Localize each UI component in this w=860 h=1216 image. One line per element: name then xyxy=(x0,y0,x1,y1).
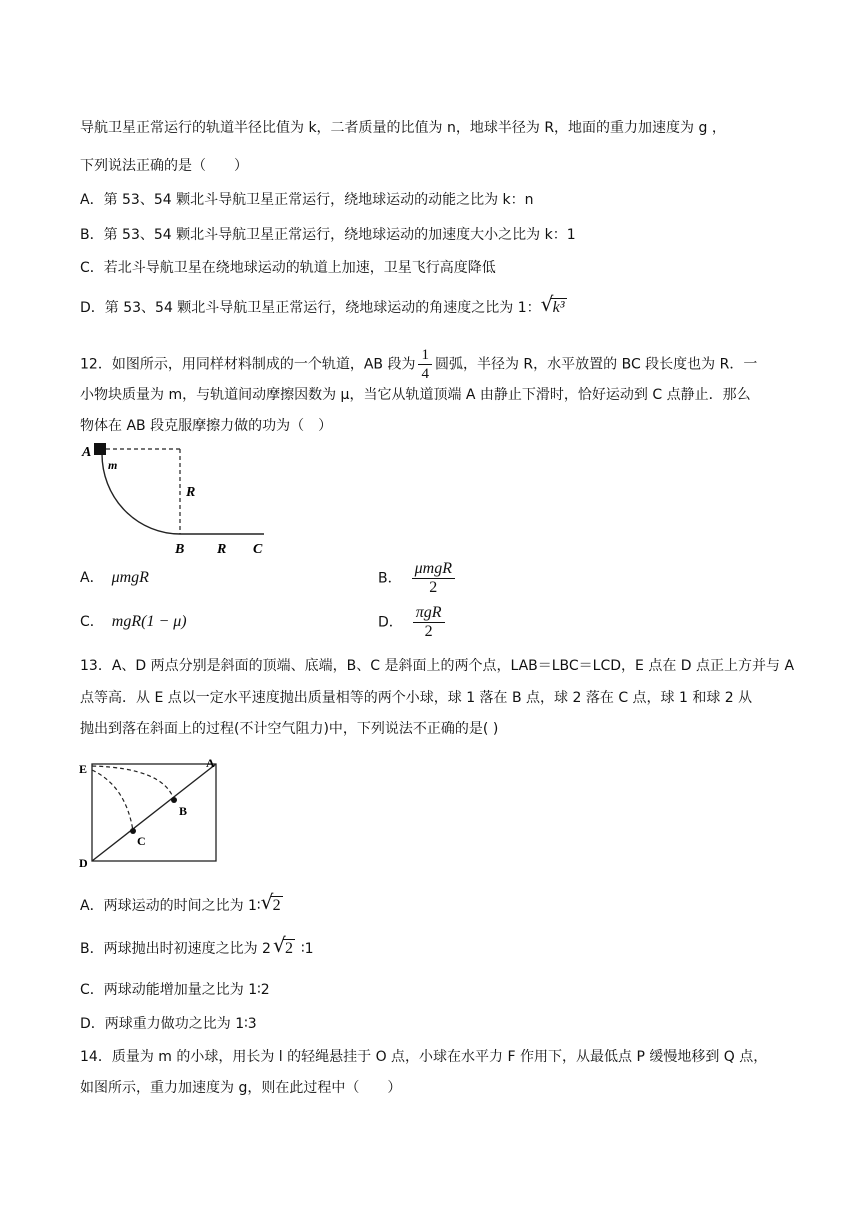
q12-stem-line2: 小物块质量为 m，与轨道间动摩擦因数为 μ，当它从轨道顶端 A 由静止下滑时，恰好运动到 C 点静止．那么 xyxy=(80,387,751,403)
q11-option-a: A．第 53、54 颗北斗导航卫星正常运行，绕地球运动的动能之比为 k：n xyxy=(80,192,534,208)
label-D: D xyxy=(79,856,88,870)
q11-option-c: C．若北斗导航卫星在绕地球运动的轨道上加速，卫星飞行高度降低 xyxy=(80,260,496,276)
q11-option-d xyxy=(80,292,567,318)
q12-option-b-fraction: $\frac{\text{μmgR}}{2}$ xyxy=(412,560,455,597)
q12-option-c: C． mgR(1 − μ) xyxy=(80,613,187,630)
label-R-vertical: R xyxy=(186,485,196,500)
q11-stem-line2: 下列说法正确的是（ ） xyxy=(80,158,248,174)
q13-option-c: C．两球动能增加量之比为 1∶2 xyxy=(80,982,270,998)
sqrt-2: √ 2 xyxy=(260,890,281,914)
q12-track-figure xyxy=(78,440,278,560)
q12-stem-part1: 12．如图所示，用同样材料制成的一个轨道，AB 段为 xyxy=(80,356,416,373)
q12-stem-part2: 圆弧，半径为 R，水平放置的 BC 段长度也为 R．一 xyxy=(434,356,758,373)
q14-stem-line1: 14．质量为 m 的小球，用长为 l 的轻绳悬挂于 O 点，小球在水平力 F 作用下，从最低点 P 缓慢地移到 Q 点， xyxy=(80,1049,768,1065)
q13-option-a: A．两球运动的时间之比为 1∶ √ 2 xyxy=(80,890,281,914)
q12-option-d: D． $\frac{\text{πgR}}{2}$ xyxy=(378,604,448,644)
q13-option-b: B．两球抛出时初速度之比为 2 √ 2 ∶1 xyxy=(80,933,314,957)
q13-stem-line3: 抛出到落在斜面上的过程(不计空气阻力)中，下列说法不正确的是( ) xyxy=(80,721,499,737)
q12-stem-line3: 物体在 AB 段克服摩擦力做的功为（ ） xyxy=(80,418,333,434)
q13-incline-figure xyxy=(78,756,228,871)
label-B: B xyxy=(179,804,188,818)
point-B-dot xyxy=(171,797,177,803)
q12-option-a: A． μmgR xyxy=(80,569,149,586)
q14-stem-line2: 如图所示，重力加速度为 g，则在此过程中（ ） xyxy=(80,1080,402,1096)
q12-option-c-math: mgR(1 − μ) xyxy=(111,613,187,630)
fraction-one-quarter: $\frac{1}{4}$ xyxy=(418,346,432,383)
q12-option-a-math: μmgR xyxy=(111,569,149,586)
label-C: C xyxy=(137,834,146,848)
q12-option-d-fraction: $\frac{\text{πgR}}{2}$ xyxy=(413,604,445,641)
q11-stem-line1: 导航卫星正常运行的轨道半径比值为 k，二者质量的比值为 n，地球半径为 R，地面的重力加速度为 g ， xyxy=(80,120,726,136)
label-R-horizontal: R xyxy=(217,542,227,557)
label-m: m xyxy=(108,458,118,472)
label-A: A xyxy=(206,756,215,770)
q11-option-b: B．第 53、54 颗北斗导航卫星正常运行，绕地球运动的加速度大小之比为 k：1 xyxy=(80,227,576,243)
sqrt-k-cubed: √ k³ xyxy=(540,292,565,316)
q12-stem-line1 xyxy=(80,346,757,383)
label-E: E xyxy=(79,762,88,776)
label-C: C xyxy=(253,542,263,557)
q11-option-d-text: D．第 53、54 颗北斗导航卫星正常运行，绕地球运动的角速度之比为 1： xyxy=(80,300,541,316)
q13-stem-line1: 13．A、D 两点分别是斜面的顶端、底端，B、C 是斜面上的两个点，LAB＝LBC＝LCD，E 点在 D 点正上方并与 A xyxy=(80,658,795,674)
label-B: B xyxy=(175,542,185,557)
point-C-dot xyxy=(130,828,136,834)
q13-stem-line2: 点等高．从 E 点以一定水平速度抛出质量相等的两个小球，球 1 落在 B 点，球 2 落在 C 点，球 1 和球 2 从 xyxy=(80,690,753,706)
block-icon xyxy=(94,443,106,455)
q13-option-d: D．两球重力做功之比为 1∶3 xyxy=(80,1016,257,1032)
sqrt-2: √ 2 xyxy=(272,933,293,957)
label-A: A xyxy=(82,445,92,460)
q12-option-b: B． $\frac{\text{μmgR}}{2}$ xyxy=(378,560,458,600)
